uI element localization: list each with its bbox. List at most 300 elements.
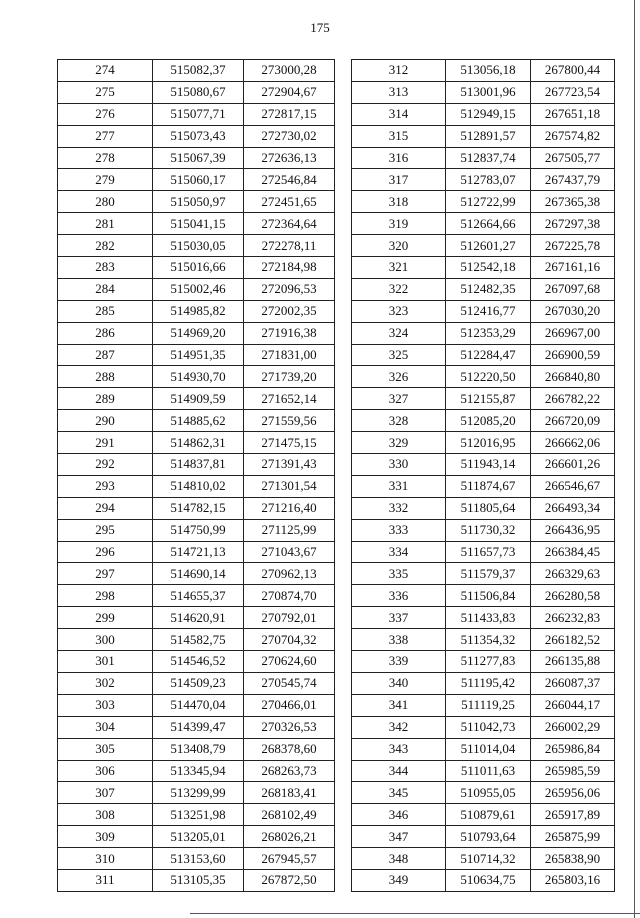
point-number-cell: 281 (58, 213, 153, 235)
table-row (58, 147, 335, 169)
y-coordinate-cell: 272451,65 (244, 191, 335, 213)
table-row (58, 497, 335, 519)
table-row (352, 497, 615, 519)
table-row (58, 651, 335, 673)
table-row (58, 366, 335, 388)
y-coordinate-cell: 272730,02 (244, 125, 335, 147)
table-row (58, 826, 335, 848)
y-coordinate-cell: 267297,38 (531, 213, 615, 235)
table-row (352, 782, 615, 804)
x-coordinate-cell: 512949,15 (446, 103, 531, 125)
table-row (352, 278, 615, 300)
x-coordinate-cell: 512155,87 (446, 388, 531, 410)
table-row (352, 366, 615, 388)
x-coordinate-cell: 514782,15 (153, 497, 244, 519)
y-coordinate-cell: 266135,88 (531, 651, 615, 673)
y-coordinate-cell: 265956,06 (531, 782, 615, 804)
x-coordinate-cell: 511119,25 (446, 694, 531, 716)
point-number-cell: 322 (352, 278, 446, 300)
table-row (352, 475, 615, 497)
y-coordinate-cell: 267505,77 (531, 147, 615, 169)
point-number-cell: 288 (58, 366, 153, 388)
table-row (352, 629, 615, 651)
x-coordinate-cell: 514810,02 (153, 475, 244, 497)
table-row (58, 191, 335, 213)
point-number-cell: 345 (352, 782, 446, 804)
point-number-cell: 328 (352, 410, 446, 432)
y-coordinate-cell: 271125,99 (244, 519, 335, 541)
point-number-cell: 315 (352, 125, 446, 147)
y-coordinate-cell: 271831,00 (244, 344, 335, 366)
x-coordinate-cell: 511805,64 (446, 497, 531, 519)
point-number-cell: 307 (58, 782, 153, 804)
y-coordinate-cell: 267365,38 (531, 191, 615, 213)
x-coordinate-cell: 512783,07 (446, 169, 531, 191)
coordinates-table-left (57, 59, 335, 892)
y-coordinate-cell: 268183,41 (244, 782, 335, 804)
point-number-cell: 316 (352, 147, 446, 169)
x-coordinate-cell: 511657,73 (446, 541, 531, 563)
y-coordinate-cell: 270962,13 (244, 563, 335, 585)
x-coordinate-cell: 514582,75 (153, 629, 244, 651)
y-coordinate-cell: 266436,95 (531, 519, 615, 541)
table-row (58, 81, 335, 103)
y-coordinate-cell: 267800,44 (531, 60, 615, 82)
x-coordinate-cell: 511506,84 (446, 585, 531, 607)
x-coordinate-cell: 513056,18 (446, 60, 531, 82)
x-coordinate-cell: 512016,95 (446, 432, 531, 454)
x-coordinate-cell: 513251,98 (153, 804, 244, 826)
point-number-cell: 312 (352, 60, 446, 82)
point-number-cell: 278 (58, 147, 153, 169)
table-row (58, 257, 335, 279)
y-coordinate-cell: 266182,52 (531, 629, 615, 651)
x-coordinate-cell: 514862,31 (153, 432, 244, 454)
x-coordinate-cell: 511874,67 (446, 475, 531, 497)
table-row (352, 541, 615, 563)
y-coordinate-cell: 266662,06 (531, 432, 615, 454)
table-row (58, 388, 335, 410)
table-row (352, 125, 615, 147)
y-coordinate-cell: 265803,16 (531, 869, 615, 891)
y-coordinate-cell: 271475,15 (244, 432, 335, 454)
point-number-cell: 304 (58, 716, 153, 738)
x-coordinate-cell: 515016,66 (153, 257, 244, 279)
table-row (352, 191, 615, 213)
x-coordinate-cell: 514750,99 (153, 519, 244, 541)
table-row (58, 60, 335, 82)
point-number-cell: 333 (352, 519, 446, 541)
table-row (352, 322, 615, 344)
y-coordinate-cell: 273000,28 (244, 60, 335, 82)
x-coordinate-cell: 515002,46 (153, 278, 244, 300)
y-coordinate-cell: 267437,79 (531, 169, 615, 191)
point-number-cell: 306 (58, 760, 153, 782)
point-number-cell: 344 (352, 760, 446, 782)
y-coordinate-cell: 267225,78 (531, 235, 615, 257)
table-row (58, 563, 335, 585)
y-coordinate-cell: 265986,84 (531, 738, 615, 760)
table-row (352, 672, 615, 694)
y-coordinate-cell: 267945,57 (244, 848, 335, 870)
point-number-cell: 277 (58, 125, 153, 147)
point-number-cell: 275 (58, 81, 153, 103)
point-number-cell: 318 (352, 191, 446, 213)
point-number-cell: 280 (58, 191, 153, 213)
point-number-cell: 320 (352, 235, 446, 257)
x-coordinate-cell: 514969,20 (153, 322, 244, 344)
x-coordinate-cell: 514909,59 (153, 388, 244, 410)
y-coordinate-cell: 266384,45 (531, 541, 615, 563)
point-number-cell: 330 (352, 454, 446, 476)
point-number-cell: 332 (352, 497, 446, 519)
table-row (352, 563, 615, 585)
table-row (352, 81, 615, 103)
y-coordinate-cell: 266967,00 (531, 322, 615, 344)
table-row (352, 60, 615, 82)
point-number-cell: 301 (58, 651, 153, 673)
table-row (58, 848, 335, 870)
page-number: 175 (310, 20, 330, 35)
x-coordinate-cell: 515073,43 (153, 125, 244, 147)
table-row (352, 848, 615, 870)
x-coordinate-cell: 515060,17 (153, 169, 244, 191)
x-coordinate-cell: 512664,66 (446, 213, 531, 235)
y-coordinate-cell: 268378,60 (244, 738, 335, 760)
y-coordinate-cell: 268263,73 (244, 760, 335, 782)
point-number-cell: 294 (58, 497, 153, 519)
coordinates-table-right (351, 59, 615, 892)
x-coordinate-cell: 511042,73 (446, 716, 531, 738)
point-number-cell: 297 (58, 563, 153, 585)
point-number-cell: 309 (58, 826, 153, 848)
table-row (352, 235, 615, 257)
y-coordinate-cell: 271216,40 (244, 497, 335, 519)
table-row (352, 454, 615, 476)
table-row (58, 869, 335, 891)
table-row (58, 300, 335, 322)
point-number-cell: 313 (352, 81, 446, 103)
y-coordinate-cell: 272364,64 (244, 213, 335, 235)
y-coordinate-cell: 268026,21 (244, 826, 335, 848)
table-row (352, 213, 615, 235)
y-coordinate-cell: 270874,70 (244, 585, 335, 607)
point-number-cell: 341 (352, 694, 446, 716)
x-coordinate-cell: 511014,04 (446, 738, 531, 760)
point-number-cell: 317 (352, 169, 446, 191)
point-number-cell: 310 (58, 848, 153, 870)
x-coordinate-cell: 512601,27 (446, 235, 531, 257)
x-coordinate-cell: 515041,15 (153, 213, 244, 235)
point-number-cell: 279 (58, 169, 153, 191)
y-coordinate-cell: 270545,74 (244, 672, 335, 694)
point-number-cell: 323 (352, 300, 446, 322)
y-coordinate-cell: 271391,43 (244, 454, 335, 476)
x-coordinate-cell: 511943,14 (446, 454, 531, 476)
x-coordinate-cell: 514885,62 (153, 410, 244, 432)
x-coordinate-cell: 510879,61 (446, 804, 531, 826)
table-row (352, 519, 615, 541)
table-row (58, 322, 335, 344)
y-coordinate-cell: 267030,20 (531, 300, 615, 322)
table-row (58, 454, 335, 476)
y-coordinate-cell: 265838,90 (531, 848, 615, 870)
point-number-cell: 308 (58, 804, 153, 826)
y-coordinate-cell: 272184,98 (244, 257, 335, 279)
point-number-cell: 319 (352, 213, 446, 235)
x-coordinate-cell: 512085,20 (446, 410, 531, 432)
table-row (58, 585, 335, 607)
y-coordinate-cell: 266280,58 (531, 585, 615, 607)
y-coordinate-cell: 266493,34 (531, 497, 615, 519)
table-row (352, 607, 615, 629)
table-row (352, 585, 615, 607)
y-coordinate-cell: 266601,26 (531, 454, 615, 476)
point-number-cell: 339 (352, 651, 446, 673)
point-number-cell: 293 (58, 475, 153, 497)
y-coordinate-cell: 267161,16 (531, 257, 615, 279)
y-coordinate-cell: 266546,67 (531, 475, 615, 497)
table-row (352, 257, 615, 279)
point-number-cell: 285 (58, 300, 153, 322)
x-coordinate-cell: 515080,67 (153, 81, 244, 103)
x-coordinate-cell: 514470,04 (153, 694, 244, 716)
x-coordinate-cell: 513205,01 (153, 826, 244, 848)
point-number-cell: 289 (58, 388, 153, 410)
point-number-cell: 346 (352, 804, 446, 826)
table-row (352, 169, 615, 191)
x-coordinate-cell: 512220,50 (446, 366, 531, 388)
point-number-cell: 347 (352, 826, 446, 848)
x-coordinate-cell: 514985,82 (153, 300, 244, 322)
y-coordinate-cell: 266087,37 (531, 672, 615, 694)
y-coordinate-cell: 271739,20 (244, 366, 335, 388)
point-number-cell: 342 (352, 716, 446, 738)
point-number-cell: 337 (352, 607, 446, 629)
table-row (352, 694, 615, 716)
y-coordinate-cell: 271652,14 (244, 388, 335, 410)
x-coordinate-cell: 513001,96 (446, 81, 531, 103)
table-row (352, 432, 615, 454)
y-coordinate-cell: 267097,68 (531, 278, 615, 300)
x-coordinate-cell: 512416,77 (446, 300, 531, 322)
x-coordinate-cell: 512284,47 (446, 344, 531, 366)
x-coordinate-cell: 514930,70 (153, 366, 244, 388)
x-coordinate-cell: 514399,47 (153, 716, 244, 738)
y-coordinate-cell: 272904,67 (244, 81, 335, 103)
table-row (58, 475, 335, 497)
x-coordinate-cell: 514721,13 (153, 541, 244, 563)
x-coordinate-cell: 514546,52 (153, 651, 244, 673)
point-number-cell: 336 (352, 585, 446, 607)
table-row (58, 213, 335, 235)
table-row (58, 629, 335, 651)
point-number-cell: 300 (58, 629, 153, 651)
point-number-cell: 324 (352, 322, 446, 344)
x-coordinate-cell: 511277,83 (446, 651, 531, 673)
point-number-cell: 302 (58, 672, 153, 694)
point-number-cell: 338 (352, 629, 446, 651)
y-coordinate-cell: 272546,84 (244, 169, 335, 191)
x-coordinate-cell: 515077,71 (153, 103, 244, 125)
y-coordinate-cell: 272002,35 (244, 300, 335, 322)
x-coordinate-cell: 514837,81 (153, 454, 244, 476)
scan-edge-right (634, 0, 635, 918)
point-number-cell: 284 (58, 278, 153, 300)
y-coordinate-cell: 272278,11 (244, 235, 335, 257)
table-row (58, 541, 335, 563)
y-coordinate-cell: 267723,54 (531, 81, 615, 103)
point-number-cell: 290 (58, 410, 153, 432)
point-number-cell: 329 (352, 432, 446, 454)
table-row (58, 804, 335, 826)
y-coordinate-cell: 266002,29 (531, 716, 615, 738)
x-coordinate-cell: 513408,79 (153, 738, 244, 760)
table-row (58, 235, 335, 257)
y-coordinate-cell: 267651,18 (531, 103, 615, 125)
point-number-cell: 331 (352, 475, 446, 497)
point-number-cell: 299 (58, 607, 153, 629)
table-row (58, 694, 335, 716)
x-coordinate-cell: 510714,32 (446, 848, 531, 870)
y-coordinate-cell: 267872,50 (244, 869, 335, 891)
x-coordinate-cell: 510793,64 (446, 826, 531, 848)
point-number-cell: 276 (58, 103, 153, 125)
y-coordinate-cell: 270624,60 (244, 651, 335, 673)
point-number-cell: 291 (58, 432, 153, 454)
table-row (352, 147, 615, 169)
point-number-cell: 298 (58, 585, 153, 607)
y-coordinate-cell: 271043,67 (244, 541, 335, 563)
table-row (58, 760, 335, 782)
y-coordinate-cell: 271301,54 (244, 475, 335, 497)
point-number-cell: 274 (58, 60, 153, 82)
table-row (352, 410, 615, 432)
y-coordinate-cell: 266840,80 (531, 366, 615, 388)
point-number-cell: 287 (58, 344, 153, 366)
table-row (352, 760, 615, 782)
table-row (58, 432, 335, 454)
x-coordinate-cell: 511195,42 (446, 672, 531, 694)
x-coordinate-cell: 512891,57 (446, 125, 531, 147)
point-number-cell: 348 (352, 848, 446, 870)
y-coordinate-cell: 266232,83 (531, 607, 615, 629)
point-number-cell: 296 (58, 541, 153, 563)
y-coordinate-cell: 272817,15 (244, 103, 335, 125)
point-number-cell: 349 (352, 869, 446, 891)
table-row (352, 716, 615, 738)
x-coordinate-cell: 511011,63 (446, 760, 531, 782)
x-coordinate-cell: 512837,74 (446, 147, 531, 169)
point-number-cell: 292 (58, 454, 153, 476)
x-coordinate-cell: 510634,75 (446, 869, 531, 891)
point-number-cell: 334 (352, 541, 446, 563)
table-row (352, 651, 615, 673)
y-coordinate-cell: 272636,13 (244, 147, 335, 169)
point-number-cell: 340 (352, 672, 446, 694)
point-number-cell: 282 (58, 235, 153, 257)
point-number-cell: 314 (352, 103, 446, 125)
y-coordinate-cell: 265985,59 (531, 760, 615, 782)
table-row (352, 869, 615, 891)
table-row (352, 804, 615, 826)
x-coordinate-cell: 515067,39 (153, 147, 244, 169)
x-coordinate-cell: 513299,99 (153, 782, 244, 804)
x-coordinate-cell: 511579,37 (446, 563, 531, 585)
point-number-cell: 283 (58, 257, 153, 279)
x-coordinate-cell: 511354,32 (446, 629, 531, 651)
y-coordinate-cell: 271916,38 (244, 322, 335, 344)
y-coordinate-cell: 265917,89 (531, 804, 615, 826)
table-row (58, 278, 335, 300)
point-number-cell: 321 (352, 257, 446, 279)
y-coordinate-cell: 272096,53 (244, 278, 335, 300)
table-row (58, 782, 335, 804)
table-row (352, 826, 615, 848)
table-row (58, 344, 335, 366)
y-coordinate-cell: 267574,82 (531, 125, 615, 147)
table-row (352, 300, 615, 322)
y-coordinate-cell: 266900,59 (531, 344, 615, 366)
point-number-cell: 325 (352, 344, 446, 366)
x-coordinate-cell: 513105,35 (153, 869, 244, 891)
point-number-cell: 305 (58, 738, 153, 760)
y-coordinate-cell: 266720,09 (531, 410, 615, 432)
table-row (58, 125, 335, 147)
table-row (352, 738, 615, 760)
point-number-cell: 326 (352, 366, 446, 388)
table-row (352, 103, 615, 125)
table-row (58, 672, 335, 694)
table-row (58, 716, 335, 738)
point-number-cell: 303 (58, 694, 153, 716)
x-coordinate-cell: 515030,05 (153, 235, 244, 257)
x-coordinate-cell: 512482,35 (446, 278, 531, 300)
y-coordinate-cell: 265875,99 (531, 826, 615, 848)
x-coordinate-cell: 511433,83 (446, 607, 531, 629)
x-coordinate-cell: 515082,37 (153, 60, 244, 82)
y-coordinate-cell: 271559,56 (244, 410, 335, 432)
y-coordinate-cell: 266044,17 (531, 694, 615, 716)
point-number-cell: 311 (58, 869, 153, 891)
scan-edge-bottom (190, 913, 640, 914)
x-coordinate-cell: 512722,99 (446, 191, 531, 213)
point-number-cell: 327 (352, 388, 446, 410)
table-row (58, 103, 335, 125)
x-coordinate-cell: 513345,94 (153, 760, 244, 782)
y-coordinate-cell: 266329,63 (531, 563, 615, 585)
y-coordinate-cell: 270326,53 (244, 716, 335, 738)
x-coordinate-cell: 510955,05 (446, 782, 531, 804)
y-coordinate-cell: 270466,01 (244, 694, 335, 716)
table-row (352, 344, 615, 366)
x-coordinate-cell: 514655,37 (153, 585, 244, 607)
point-number-cell: 343 (352, 738, 446, 760)
table-row (58, 607, 335, 629)
x-coordinate-cell: 513153,60 (153, 848, 244, 870)
y-coordinate-cell: 270792,01 (244, 607, 335, 629)
table-row (58, 410, 335, 432)
y-coordinate-cell: 270704,32 (244, 629, 335, 651)
x-coordinate-cell: 514509,23 (153, 672, 244, 694)
x-coordinate-cell: 514951,35 (153, 344, 244, 366)
x-coordinate-cell: 514690,14 (153, 563, 244, 585)
point-number-cell: 295 (58, 519, 153, 541)
table-row (58, 738, 335, 760)
table-row (58, 519, 335, 541)
x-coordinate-cell: 514620,91 (153, 607, 244, 629)
y-coordinate-cell: 266782,22 (531, 388, 615, 410)
